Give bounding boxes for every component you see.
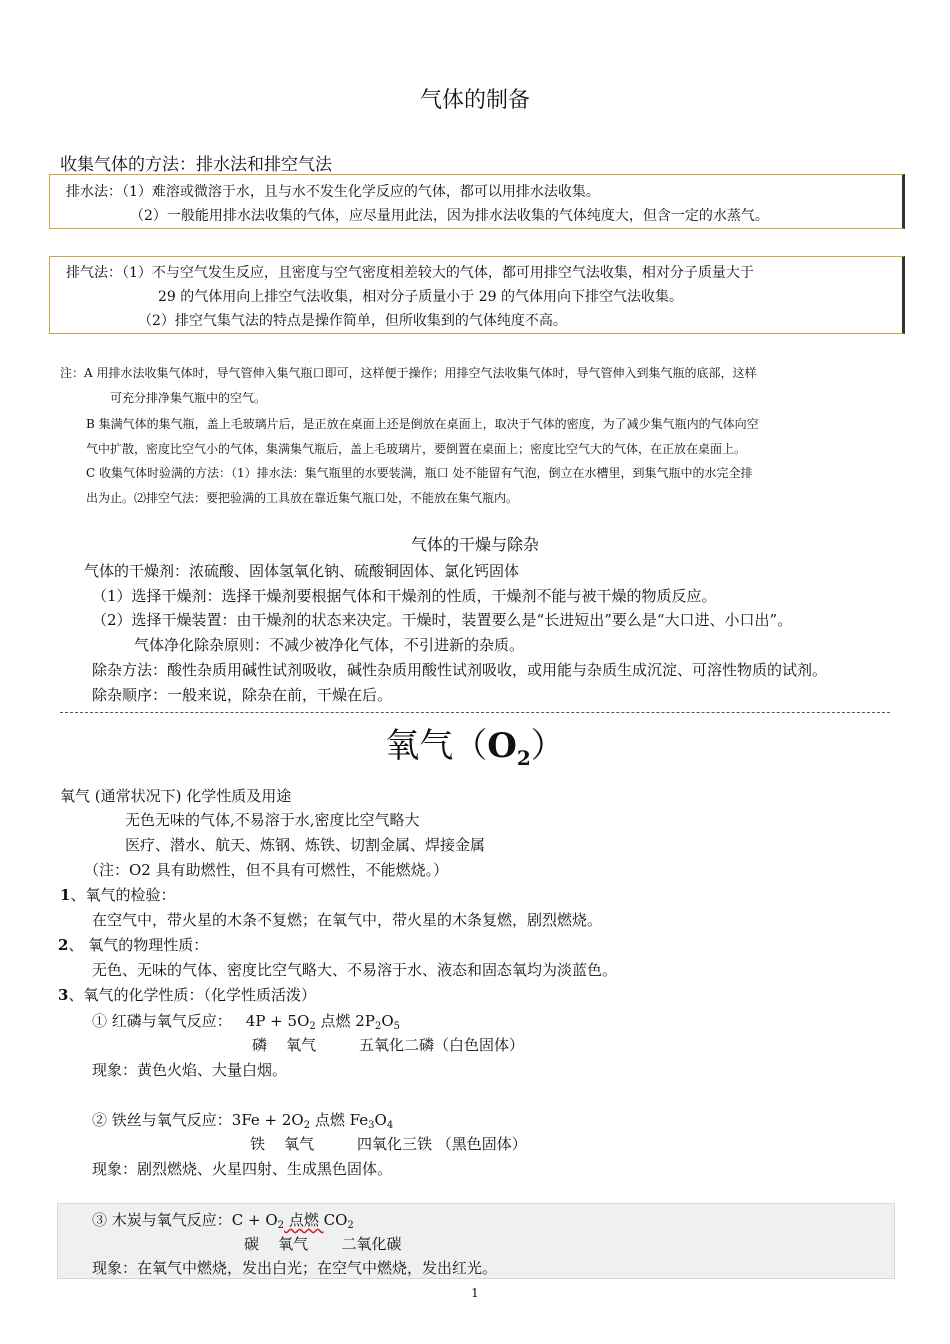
note-b-line-1: B 集满气体的集气瓶，盖上毛玻璃片后，是正放在桌面上还是倒放在桌面上，取决于气体的密度，为了减少集气瓶内的气体向空 — [86, 417, 759, 431]
reaction-2-equation: ② 铁丝与氧气反应：$3Fe + 2O_2$ 点燃 $Fe_3O_4$ — [92, 1111, 394, 1131]
dry-line-3: （2）选择干燥装置：由干燥剂的状态来决定。干燥时，装置要么是“长进短出”要么是“大口进、小口出”。 — [92, 611, 793, 629]
reaction-3-equation: ③ 木炭与氧气反应：$C + O_2$ 点燃 $CO_2$ — [92, 1211, 354, 1231]
note-b-line-2: 气中扩散，密度比空气小的气体，集满集气瓶后，盖上毛玻璃片，要倒置在桌面上；密度比空气大的气体，在正放在桌面上。 — [86, 442, 747, 456]
dry-heading: 气体的干燥与除杂 — [410, 535, 539, 554]
water-method-line-2: （2）一般能用排水法收集的气体，应尽量用此法，因为排水法收集的气体纯度大，但含一定的水蒸气。 — [130, 208, 769, 224]
water-method-label: 排水法： — [66, 184, 122, 200]
oxygen-props-line-2: 医疗、潜水、航天、炼钢、炼铁、切割金属、焊接金属 — [125, 836, 486, 854]
note-c-line-2: 出为止。⑵排空气法：要把验满的工具放在靠近集气瓶口处，不能放在集气瓶内。 — [86, 491, 519, 505]
dry-line-4: 气体净化除杂原则：不减少被净化气体，不引进新的杂质。 — [134, 636, 525, 654]
air-method-line-2: 29 的气体用向上排空气法收集，相对分子质量小于 29 的气体用向下排空气法收集。 — [158, 289, 683, 305]
reaction-1-equation: ① 红磷与氧气反应： $4P + 5O_2$ 点燃 $2P_2O_5$ — [92, 1012, 400, 1032]
water-method-box — [49, 174, 905, 229]
oxygen-props-note: （注：O2 具有助燃性，但不具有可燃性，不能燃烧。） — [84, 861, 449, 879]
note-a-line-1: 注：A 用排水法收集气体时，导气管伸入集气瓶口即可，这样便于操作；用排空气法收集气体时，导气管伸入到集气瓶的底部，这样 — [60, 366, 757, 380]
section-1-title: 1、氧气的检验： — [60, 886, 176, 904]
air-method-box — [49, 256, 905, 334]
air-method-label: 排气法： — [66, 265, 122, 281]
page-number: 1 — [471, 1286, 479, 1300]
collect-heading: 收集气体的方法：排水法和排空气法 — [60, 155, 332, 175]
page-title: 气体的制备 — [419, 88, 530, 113]
section-1-text: 在空气中，带火星的木条不复燃；在氧气中，带火星的木条复燃，剧烈燃烧。 — [92, 911, 603, 929]
oxygen-props-line-1: 无色无味的气体,不易溶于水,密度比空气略大 — [125, 811, 420, 829]
section-2-title: 2、 氧气的物理性质： — [58, 936, 209, 954]
section-2-text: 无色、无味的气体、密度比空气略大、不易溶于水、液态和固态氧均为淡蓝色。 — [92, 961, 618, 979]
reaction-1-phenomenon: 现象：黄色火焰、大量白烟。 — [92, 1061, 288, 1079]
reaction-3-names: 碳 氧气 二氧化碳 — [244, 1235, 402, 1253]
reaction-1-names: 磷 氧气 五氧化二磷（白色固体） — [252, 1036, 524, 1054]
air-method-line-1: 排气法：（1）不与空气发生反应，且密度与空气密度相差较大的气体，都可用排空气法收集，相对分子质量大于 — [66, 265, 754, 281]
reaction-3-phenomenon: 现象：在氧气中燃烧，发出白光；在空气中燃烧，发出红光。 — [92, 1259, 498, 1277]
note-a-line-2: 可充分排净集气瓶中的空气。 — [110, 391, 267, 405]
dry-line-6: 除杂顺序：一般来说，除杂在前，干燥在后。 — [92, 686, 393, 704]
reaction-2-names: 铁 氧气 四氧化三铁 （黑色固体） — [250, 1135, 527, 1153]
reaction-2-phenomenon: 现象：剧烈燃烧、火星四射、生成黑色固体。 — [92, 1160, 393, 1178]
air-method-line-3: （2）排空气集气法的特点是操作简单，但所收集到的气体纯度不高。 — [138, 313, 567, 329]
water-method-line-1: 排水法：（1）难溶或微溶于水，且与水不发生化学反应的气体，都可以用排水法收集。 — [66, 184, 600, 200]
dry-line-5: 除杂方法：酸性杂质用碱性试剂吸收，碱性杂质用酸性试剂吸收，或用能与杂质生成沉淀、可溶性物质的试剂。 — [92, 661, 828, 679]
oxygen-title: 氧气$(O_2)$ — [385, 726, 565, 770]
oxygen-props-heading: 氧气 (通常状况下) 化学性质及用途 — [60, 787, 292, 805]
section-3-title: 3、氧气的化学性质：（化学性质活泼） — [58, 986, 316, 1004]
dry-line-1: 气体的干燥剂：浓硫酸、固体氢氧化钠、硫酸铜固体、氯化钙固体 — [84, 562, 520, 580]
note-c-line-1: C 收集气体时验满的方法：（1）排水法：集气瓶里的水要装满，瓶口 处不能留有气泡，倒立在水槽里，到集气瓶中的水完全排 — [86, 466, 753, 480]
dry-line-2: （1）选择干燥剂：选择干燥剂要根据气体和干燥剂的性质，干燥剂不能与被干燥的物质反应。 — [92, 587, 717, 605]
section-divider — [60, 712, 890, 713]
